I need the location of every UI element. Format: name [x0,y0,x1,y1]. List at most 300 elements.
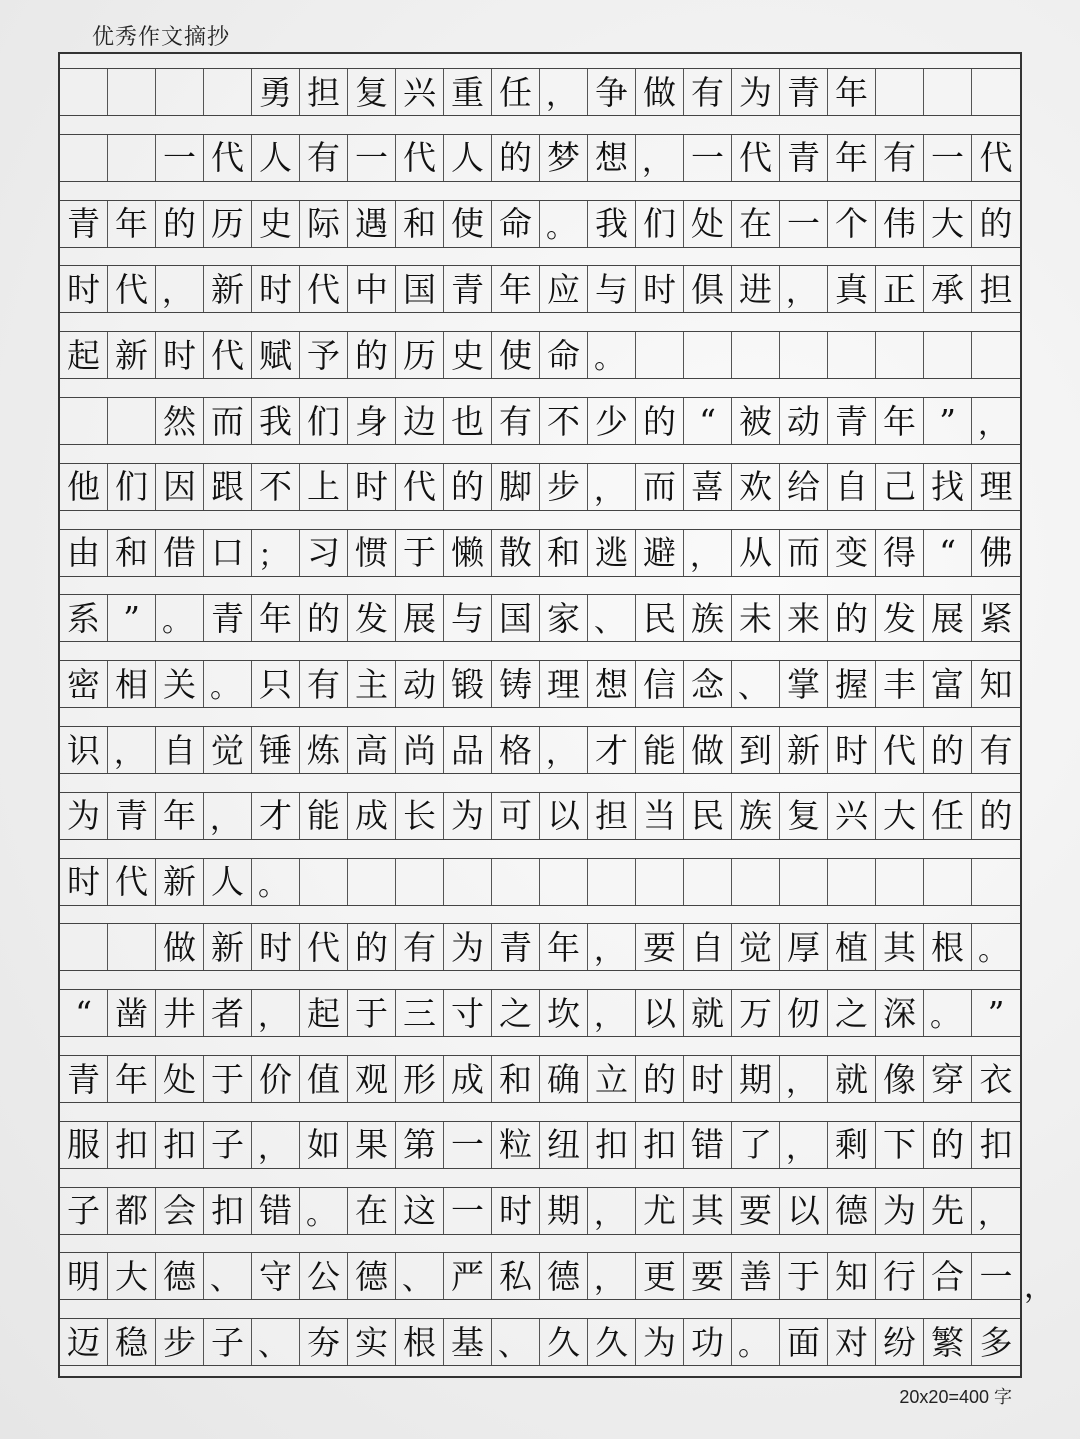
grid-cell: 富 [924,661,972,707]
grid-row [60,1187,1020,1235]
grid-cell: 青 [828,398,876,444]
grid-cell: 以 [780,1188,828,1234]
grid-cell: 年 [540,924,588,970]
grid-cell: 掌 [780,661,828,707]
grid-row [60,1055,1020,1103]
grid-cell: 年 [828,69,876,115]
grid-cell: 于 [396,530,444,576]
grid-cell: ； [252,530,300,576]
grid-cell: 确 [540,1056,588,1102]
grid-cell: 对 [828,1319,876,1365]
grid-cell: 民 [636,595,684,641]
grid-cell [636,332,684,378]
grid-cell: 寸 [444,990,492,1036]
grid-cell: 以 [540,793,588,839]
grid-cell [108,135,156,181]
grid-cell: 际 [300,201,348,247]
grid-cell: 先 [924,1188,972,1234]
grid-cell: 代 [876,727,924,773]
grid-cell: “ [924,530,972,576]
grid-cell: 锤 [252,727,300,773]
grid-cell: 们 [108,464,156,510]
grid-cell [828,332,876,378]
grid-cell: 我 [588,201,636,247]
grid-cell: 而 [780,530,828,576]
grid-cell: 一 [348,135,396,181]
grid-cell: 做 [156,924,204,970]
grid-cell: ， [978,1196,1008,1232]
grid-cell [972,332,1020,378]
grid-cell: 喜 [684,464,732,510]
grid-cell: 时 [60,859,108,905]
grid-cell: 历 [204,201,252,247]
grid-cell [156,69,204,115]
grid-cell: 史 [252,201,300,247]
grid-cell: 代 [108,266,156,312]
grid-cell: 衣 [979,1059,1013,1099]
grid-cell: ， [684,530,732,576]
grid-cell: 命 [492,201,540,247]
grid-cell: 想 [588,661,636,707]
grid-cell: 密 [60,661,108,707]
grid-cell: 高 [348,727,396,773]
grid-cell: 时 [684,1056,732,1102]
grid-cell: 进 [732,266,780,312]
grid-cell: 处 [684,201,732,247]
grid-row [60,134,1020,182]
grid-cell: 自 [828,464,876,510]
grid-cell: 新 [780,727,828,773]
grid-cell: 年 [252,595,300,641]
grid-cell: ， [540,727,588,773]
grid-cell: 代 [396,135,444,181]
grid-cell [924,69,972,115]
grid-cell: 代 [732,135,780,181]
grid-cell: 的 [348,332,396,378]
grid-cell: 大 [924,201,972,247]
grid-cell: 才 [252,793,300,839]
grid-cell [924,332,972,378]
grid-cell: 识 [60,727,108,773]
grid-cell: 都 [108,1188,156,1234]
grid-cell: 己 [876,464,924,510]
grid-cell: 青 [204,595,252,641]
grid-cell: 粒 [492,1122,540,1168]
grid-cell: 命 [540,332,588,378]
grid-cell: 们 [300,398,348,444]
grid-cell: 井 [156,990,204,1036]
grid-cell [876,69,924,115]
grid-cell: 遇 [348,201,396,247]
grid-cell: 像 [876,1056,924,1102]
grid-cell: 凿 [108,990,156,1036]
grid-cell [108,69,156,115]
grid-cell: 关 [156,661,204,707]
grid-cell: 也 [444,398,492,444]
grid-cell: 自 [156,727,204,773]
grid-cell: 、 [492,1319,540,1365]
grid-cell: 一 [444,1188,492,1234]
grid-cell: 理 [540,661,588,707]
grid-cell: 更 [636,1253,684,1299]
grid-cell: 格 [492,727,540,773]
grid-cell: 上 [300,464,348,510]
grid-cell: 年 [492,266,540,312]
grid-cell: 以 [636,990,684,1036]
grid-cell: 的 [979,796,1013,836]
grid-cell: 第 [396,1122,444,1168]
grid-cell: 的 [348,924,396,970]
grid-cell [492,859,540,905]
grid-cell: 有 [300,135,348,181]
grid-cell: 德 [828,1188,876,1234]
grid-cell: 为 [732,69,780,115]
grid-row [60,792,1020,840]
grid-cell: 如 [300,1122,348,1168]
grid-cell: 尤 [636,1188,684,1234]
grid-cell: 主 [348,661,396,707]
grid-cell: 家 [540,595,588,641]
grid-cell: 代 [108,859,156,905]
grid-cell: 年 [108,1056,156,1102]
grid-cell: 展 [924,595,972,641]
grid-cell: 代 [979,138,1013,178]
grid-cell: ， [108,727,156,773]
grid-cell: 可 [492,793,540,839]
grid-cell: 惯 [348,530,396,576]
grid-cell: 新 [156,859,204,905]
grid-cell: 当 [636,793,684,839]
grid-cell: 尚 [396,727,444,773]
grid-cell: 剩 [828,1122,876,1168]
grid-cell: 这 [396,1188,444,1234]
grid-cell: 我 [252,398,300,444]
grid-cell: 起 [300,990,348,1036]
grid-cell: 新 [108,332,156,378]
grid-cell: 扣 [636,1122,684,1168]
grid-cell: 扣 [979,1125,1013,1165]
grid-cell: 紧 [979,598,1013,638]
grid-cell: 应 [540,266,588,312]
grid-cell: 代 [204,332,252,378]
grid-cell: 、 [252,1319,300,1365]
grid-cell: 果 [348,1122,396,1168]
grid-cell [972,69,1020,115]
grid-cell: 错 [252,1188,300,1234]
grid-cell: 担 [300,69,348,115]
grid-cell: 欢 [732,464,780,510]
grid-cell: 从 [732,530,780,576]
grid-cell: 的 [924,1122,972,1168]
grid-row [60,68,1020,116]
grid-cell: 稳 [108,1319,156,1365]
grid-cell: 值 [300,1056,348,1102]
grid-cell: ” [924,398,972,444]
grid-cell [684,859,732,905]
grid-cell: 子 [60,1188,108,1234]
grid-cell: 佛 [979,533,1013,573]
grid-row [60,660,1020,708]
grid-cell: 根 [396,1319,444,1365]
grid-cell: 炼 [300,727,348,773]
grid-cell [828,859,876,905]
grid-row [60,331,1020,379]
grid-cell: 俱 [684,266,732,312]
grid-row [60,594,1020,642]
grid-cell: 予 [300,332,348,378]
grid-cell [108,924,156,970]
grid-cell: 边 [396,398,444,444]
grid-cell: 的 [300,595,348,641]
grid-cell: 人 [204,859,252,905]
grid-row [60,858,1020,906]
grid-cell: 使 [492,332,540,378]
grid-cell: 的 [156,201,204,247]
grid-cell: “ [684,398,732,444]
grid-cell: 扣 [204,1188,252,1234]
grid-cell: 青 [108,793,156,839]
grid-cell: 能 [300,793,348,839]
grid-row [60,200,1020,248]
grid-cell: 使 [444,201,492,247]
grid-cell: 时 [252,266,300,312]
grid-cell: 迈 [60,1319,108,1365]
grid-cell: 复 [780,793,828,839]
grid-cell: 发 [348,595,396,641]
grid-cell: 在 [732,201,780,247]
grid-cell: 跟 [204,464,252,510]
grid-cell: 少 [588,398,636,444]
grid-cell: 久 [588,1319,636,1365]
grid-cell: 然 [156,398,204,444]
grid-cell: 穿 [924,1056,972,1102]
grid-cell [924,859,972,905]
grid-cell: 人 [444,135,492,181]
grid-cell: 新 [204,266,252,312]
grid-cell: 借 [156,530,204,576]
grid-cell: 中 [348,266,396,312]
grid-cell: 能 [636,727,684,773]
grid-cell: 观 [348,1056,396,1102]
grid-cell: 。 [978,933,1008,969]
grid-cell: 到 [732,727,780,773]
grid-cell: 时 [348,464,396,510]
grid-cell: 新 [204,924,252,970]
grid-row [60,726,1020,774]
grid-cell: 一 [924,135,972,181]
grid-cell: ” [108,595,156,641]
grid-cell: 青 [492,924,540,970]
grid-cell: 发 [876,595,924,641]
grid-cell [60,924,108,970]
grid-cell: 服 [60,1122,108,1168]
grid-cell: 德 [348,1253,396,1299]
grid-cell: 时 [636,266,684,312]
grid-cell: 。 [588,332,636,378]
grid-cell [588,859,636,905]
grid-cell: 和 [396,201,444,247]
grid-cell: 扣 [108,1122,156,1168]
grid-cell: 知 [979,664,1013,704]
grid-cell [876,859,924,905]
grid-cell: 步 [156,1319,204,1365]
grid-cell: 子 [204,1319,252,1365]
grid-cell: 与 [444,595,492,641]
grid-cell: 。 [156,595,204,641]
grid-cell: 口 [204,530,252,576]
grid-cell: 公 [300,1253,348,1299]
grid-cell: 一 [780,201,828,247]
grid-cell: ， [252,990,300,1036]
grid-cell: 在 [348,1188,396,1234]
grid-cell: 们 [636,201,684,247]
grid-cell: ” [987,993,1005,1033]
grid-cell: 的 [636,1056,684,1102]
grid-cell: 有 [979,730,1013,770]
grid-row [60,989,1020,1037]
grid-cell: 深 [876,990,924,1036]
grid-cell: 找 [924,464,972,510]
grid-cell: 其 [684,1188,732,1234]
grid-cell: 赋 [252,332,300,378]
grid-cell: “ [60,990,108,1036]
grid-cell: 不 [252,464,300,510]
grid-cell [780,859,828,905]
grid-cell: 下 [876,1122,924,1168]
grid-cell: 身 [348,398,396,444]
grid-cell: 族 [684,595,732,641]
grid-cell: 夯 [300,1319,348,1365]
grid-cell: 成 [444,1056,492,1102]
grid-cell: 真 [828,266,876,312]
grid-cell: 要 [732,1188,780,1234]
grid-cell: 念 [684,661,732,707]
grid-cell: 期 [540,1188,588,1234]
grid-cell: 就 [684,990,732,1036]
grid-cell: 丰 [876,661,924,707]
grid-cell: 者 [204,990,252,1036]
grid-cell: 品 [444,727,492,773]
grid-cell: 了 [732,1122,780,1168]
grid-cell: 而 [636,464,684,510]
grid-cell: 正 [876,266,924,312]
grid-cell: ， [204,793,252,839]
grid-cell: 为 [636,1319,684,1365]
grid-cell: 懒 [444,530,492,576]
grid-cell: 起 [60,332,108,378]
grid-cell: 任 [492,69,540,115]
grid-cell: 年 [108,201,156,247]
grid-cell: 代 [300,924,348,970]
grid-cell: 一 [156,135,204,181]
grid-cell: 年 [156,793,204,839]
grid-cell: 的 [636,398,684,444]
grid-cell: 时 [492,1188,540,1234]
grid-cell: 的 [828,595,876,641]
grid-cell: 有 [300,661,348,707]
grid-cell: 善 [732,1253,780,1299]
grid-cell: 青 [780,69,828,115]
grid-cell: 避 [636,530,684,576]
grid-cell: 于 [348,990,396,1036]
grid-row [60,923,1020,971]
grid-cell: 。 [252,859,300,905]
grid-cell: 繁 [924,1319,972,1365]
composition-grid-sheet [58,52,1022,1378]
grid-cell: 实 [348,1319,396,1365]
grid-cell: 复 [348,69,396,115]
grid-cell: 兴 [396,69,444,115]
grid-row [60,265,1020,313]
grid-cell [60,69,108,115]
grid-cell: 厚 [780,924,828,970]
grid-cell: 久 [540,1319,588,1365]
grid-cell: 纽 [540,1122,588,1168]
grid-cell: 时 [156,332,204,378]
grid-cell: 由 [60,530,108,576]
grid-cell: 合 [924,1253,972,1299]
grid-cell: 德 [156,1253,204,1299]
grid-cell: 铸 [492,661,540,707]
grid-cell: ， [780,1056,828,1102]
grid-cell: 形 [396,1056,444,1102]
grid-cell: 未 [732,595,780,641]
grid-cell: 代 [300,266,348,312]
grid-cell: 承 [924,266,972,312]
grid-cell: 时 [60,266,108,312]
grid-cell: 与 [588,266,636,312]
grid-cell: 、 [396,1253,444,1299]
grid-cell: 脚 [492,464,540,510]
grid-cell [348,859,396,905]
grid-cell: 来 [780,595,828,641]
grid-cell [876,332,924,378]
grid-cell: 为 [444,793,492,839]
grid-cell: 一 [684,135,732,181]
grid-cell: 被 [732,398,780,444]
grid-cell: ， [588,1253,636,1299]
grid-cell: 德 [540,1253,588,1299]
grid-cell: 勇 [252,69,300,115]
grid-cell: 。 [924,990,972,1036]
grid-cell: 自 [684,924,732,970]
grid-cell: 系 [60,595,108,641]
grid-cell: 。 [732,1319,780,1365]
grid-cell: 有 [492,398,540,444]
grid-cell: 为 [60,793,108,839]
grid-cell: 信 [636,661,684,707]
grid-cell: 代 [396,464,444,510]
page-header: 优秀作文摘抄 [92,25,231,50]
grid-cell: 期 [732,1056,780,1102]
grid-cell: 子 [204,1122,252,1168]
grid-cell: 展 [396,595,444,641]
grid-cell: 纷 [876,1319,924,1365]
grid-cell [444,859,492,905]
grid-cell: 一 [444,1122,492,1168]
grid-cell: 扣 [156,1122,204,1168]
grid-cell: 为 [876,1188,924,1234]
grid-cell: 青 [60,1056,108,1102]
grid-cell: 和 [108,530,156,576]
grid-row [60,529,1020,577]
grid-cell: 立 [588,1056,636,1102]
grid-cell: 国 [396,266,444,312]
grid-cell: 成 [348,793,396,839]
grid-cell: 扣 [588,1122,636,1168]
grid-cell: 就 [828,1056,876,1102]
grid-cell: 史 [444,332,492,378]
